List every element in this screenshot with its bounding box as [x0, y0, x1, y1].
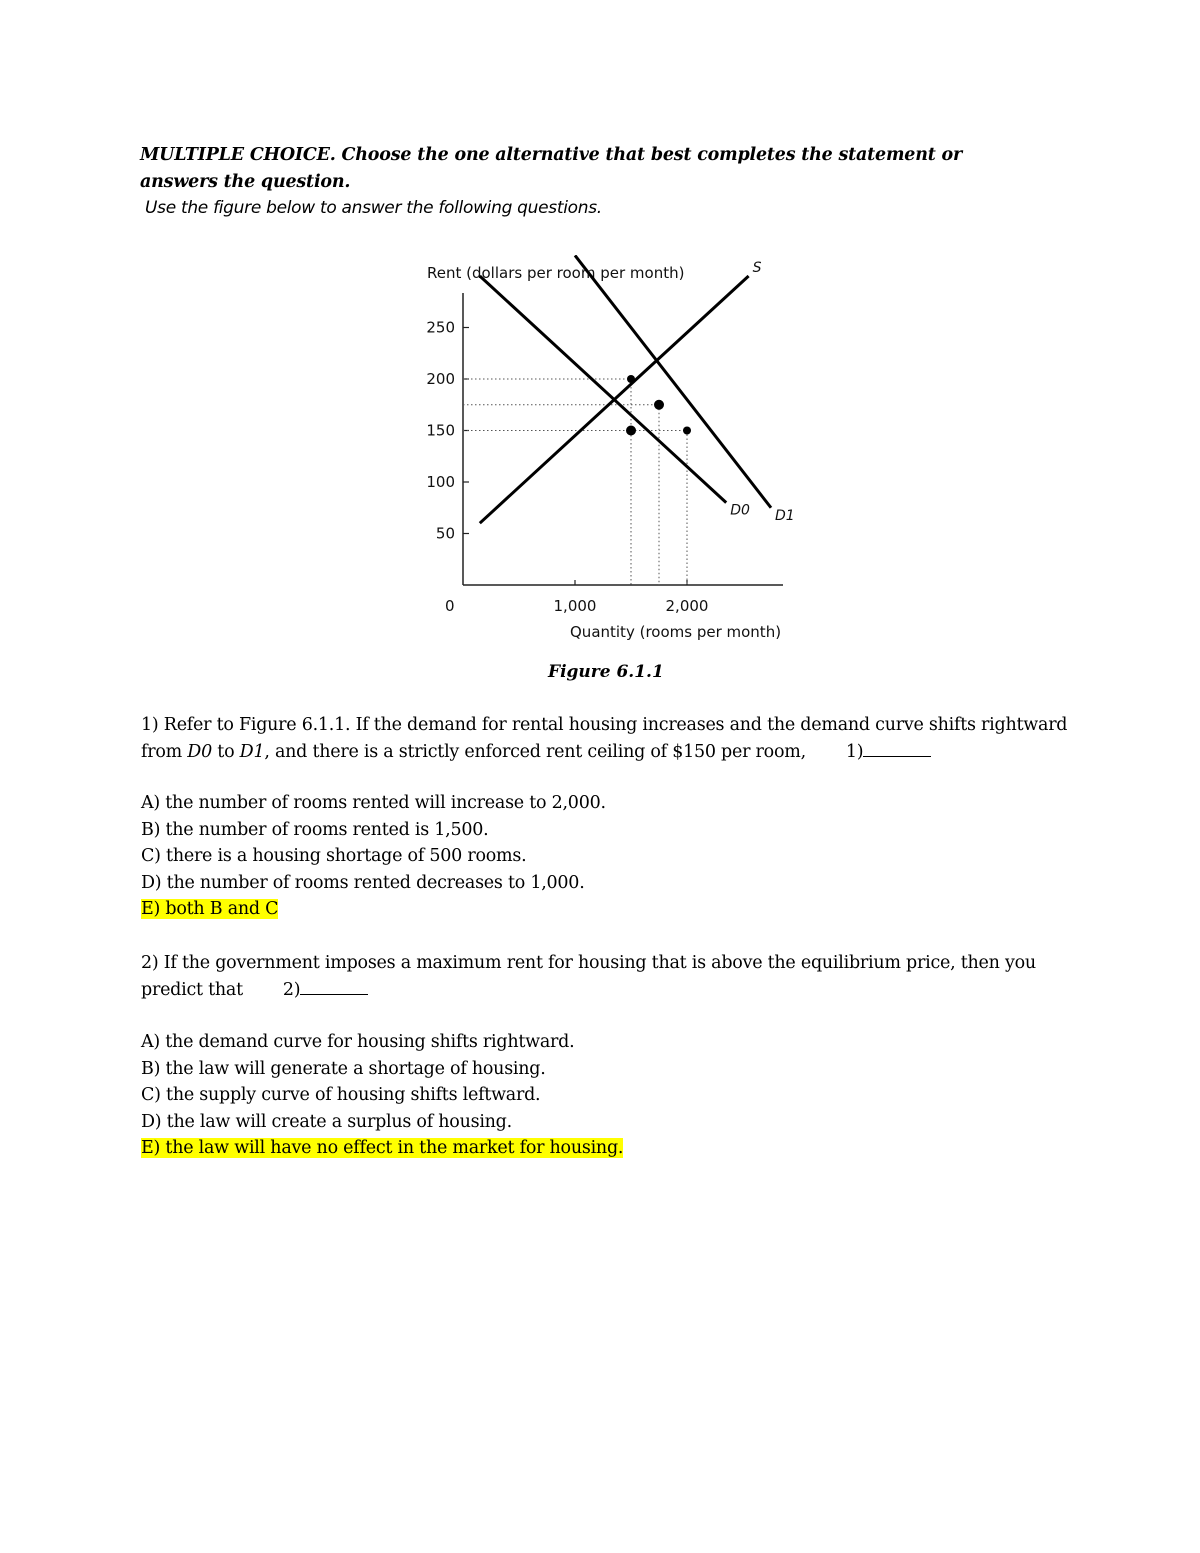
figure-caption: Figure 6.1.1	[548, 662, 664, 682]
question-1-option-e: E) both B and C	[141, 899, 279, 919]
question-2-number: 2)	[282, 980, 301, 1000]
supply-demand-chart	[405, 255, 800, 650]
question-1-options	[141, 790, 606, 923]
question-1-d1: D1	[239, 742, 265, 762]
key-point	[626, 426, 636, 436]
x-axis-label: Quantity (rooms per month)	[570, 623, 782, 641]
curve-d1	[575, 255, 771, 507]
y-axis-label: Rent (dollars per room per month)	[427, 264, 685, 282]
y-tick-label: 200	[426, 370, 455, 388]
x-tick-label: 2,000	[665, 597, 709, 615]
y-tick-label: 250	[426, 318, 455, 337]
figure	[405, 255, 800, 650]
y-tick-label: 150	[426, 421, 455, 440]
question-1-stem-text-2: , and there is a strictly enforced rent ceiling of $150 per room,	[264, 742, 806, 762]
question-1-option-c: C) there is a housing shortage of 500 rooms.	[141, 846, 527, 866]
question-1-option-d: D) the number of rooms rented decreases to 1,000.	[141, 872, 585, 893]
question-2-option-b: B) the law will generate a shortage of housing.	[141, 1058, 546, 1079]
curve-label-d0: D0	[730, 502, 750, 519]
question-2-option-d: D) the law will create a surplus of housing.	[141, 1111, 512, 1132]
key-point	[654, 400, 664, 410]
x-tick-label: 1,000	[553, 597, 597, 615]
origin-label: 0	[445, 597, 455, 615]
question-1-answer-blank[interactable]	[863, 742, 931, 757]
question-2-stem	[141, 950, 1081, 1004]
question-1-number: 1)	[845, 742, 864, 762]
key-point	[627, 375, 635, 383]
question-2-options	[141, 1029, 623, 1162]
section-heading: MULTIPLE CHOICE. Choose the one alternative that best completes the statement or answers the question.	[140, 145, 963, 192]
question-2-answer-blank[interactable]	[300, 980, 368, 995]
question-2-option-c: C) the supply curve of housing shifts leftward.	[141, 1085, 541, 1105]
question-1-to: to	[211, 742, 240, 762]
question-1-stem	[141, 712, 1081, 766]
figure-instruction: Use the figure below to answer the following questions.	[145, 198, 602, 218]
question-2-stem-text: 2) If the government imposes a maximum rent for housing that is above the equilibrium price, then you predict that	[141, 953, 1036, 1000]
question-2-option-a: A) the demand curve for housing shifts rightward.	[141, 1032, 575, 1052]
question-1-stem-text: 1) Refer to Figure 6.1.1. If the demand for rental housing increases and the demand curve shifts rightward from	[141, 715, 1068, 762]
key-point	[683, 427, 691, 435]
y-tick-label: 100	[426, 473, 455, 491]
question-2-option-e: E) the law will have no effect in the market for housing.	[141, 1138, 624, 1158]
question-1-option-a: A) the number of rooms rented will increase to 2,000.	[141, 793, 606, 813]
curve-label-s: S	[752, 260, 762, 276]
y-tick-label: 50	[435, 524, 455, 543]
curve-label-d1: D1	[775, 507, 795, 524]
curve-d0	[480, 276, 726, 503]
question-1-d0: D0	[187, 742, 212, 762]
question-1-option-b: B) the number of rooms rented is 1,500.	[141, 819, 489, 840]
